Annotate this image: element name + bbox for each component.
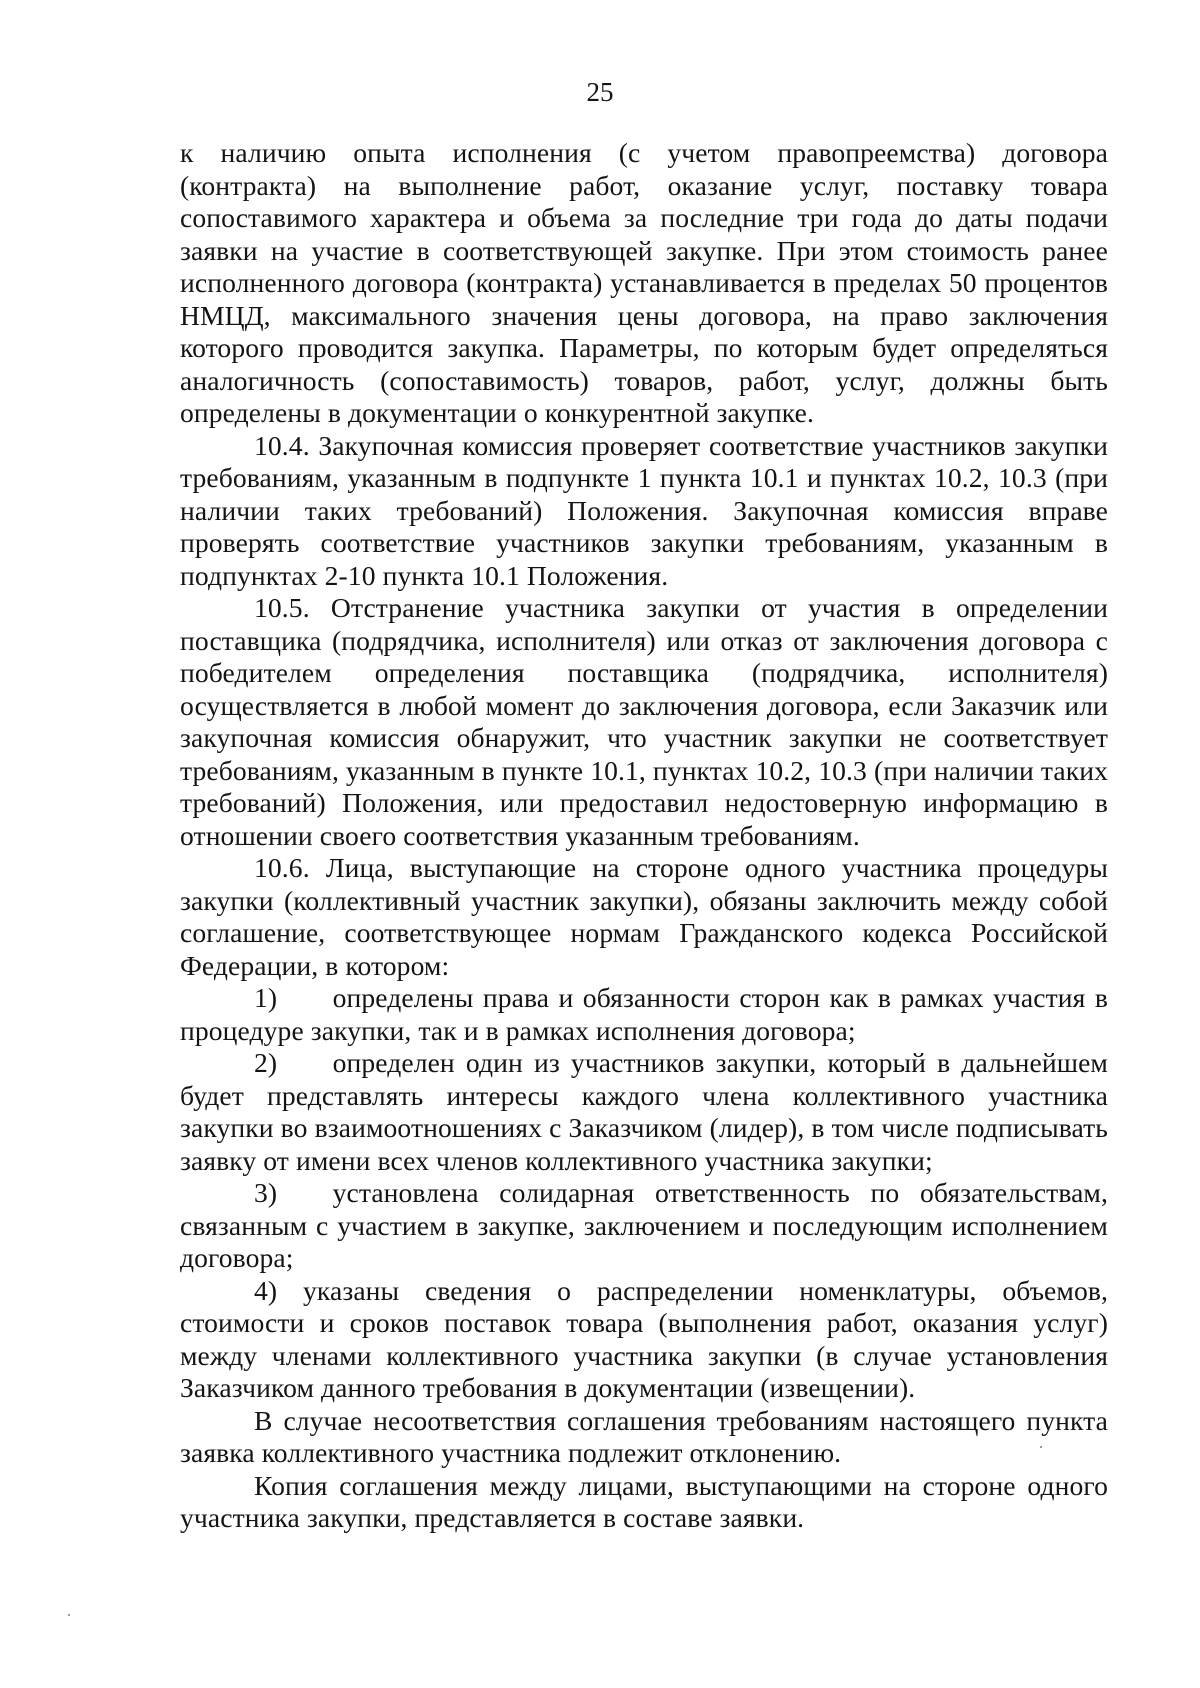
paragraph-10-6: 10.6. Лица, выступающие на стороне одного участника процедуры закупки (коллективный участник закупки), обязаны заключить между собой соглашение, соответствующее нормам Гражданского кодекса Российской Федерации, в котором: [180, 852, 1108, 981]
paragraph-continuation: к наличию опыта исполнения (с учетом правопреемства) договора (контракта) на выполнение работ, оказание услуг, поставку товара сопоставимого характера и объема за последние три года до даты подачи заявки на участие в соответствующей закупке. При этом стоимость ранее исполненного договора (контракта) устанавливается в пределах 50 процентов НМЦД, максимального значения цены договора, на право заключения которого проводится закупка. Параметры, по которым будет определяться аналогичность (сопоставимость) товаров, работ, услуг, должны быть определены в документации о конкурентной закупке. [180, 137, 1108, 428]
page-number: 25 [586, 77, 614, 107]
list-item-1: 1) определены права и обязанности сторон как в рамках участия в процедуре закупки, так и в рамках исполнения договора; [180, 982, 1108, 1046]
paragraph-agreement-copy: Копия соглашения между лицами, выступающими на стороне одного участника закупки, представляется в составе заявки. [180, 1469, 1108, 1533]
list-item-4: 4) указаны сведения о распределении номенклатуры, объемов, стоимости и сроков поставок товара (выполнения работ, оказания услуг) между членами коллективного участника закупки (в случае установления Заказчиком данного требования в документации (извещении). [180, 1274, 1108, 1403]
list-item-2: 2) определен один из участников закупки, который в дальнейшем будет представлять интересы каждого члена коллективного участника закупки во взаимоотношениях с Заказчиком (лидер), в том числе подписывать заявку от имени всех членов коллективного участника закупки; [180, 1047, 1108, 1176]
list-item-3: 3) установлена солидарная ответственность по обязательствам, связанным с участием в закупке, заключением и последующим исполнением договора; [180, 1177, 1108, 1273]
document-body [180, 137, 1108, 1535]
paragraph-10-5: 10.5. Отстранение участника закупки от участия в определении поставщика (подрядчика, исполнителя) или отказ от заключения договора с победителем определения поставщика (подрядчика, исполнителя) осуществляется в любой момент до заключения договора, если Заказчик или закупочная комиссия обнаружит, что участник закупки не соответствует требованиям, указанным в пункте 10.1, пунктах 10.2, 10.3 (при наличии таких требований) Положения, или предоставил недостоверную информацию в отношении своего соответствия указанным требованиям. [180, 592, 1108, 851]
scan-speck [1040, 1446, 1042, 1448]
paragraph-10-4: 10.4. Закупочная комиссия проверяет соответствие участников закупки требованиям, указанным в подпункте 1 пункта 10.1 и пунктах 10.2, 10.3 (при наличии таких требований) Положения. Закупочная комиссия вправе проверять соответствие участников закупки требованиям, указанным в подпунктах 2-10 пункта 10.1 Положения. [180, 429, 1108, 591]
scan-speck [68, 1614, 70, 1616]
paragraph-rejection: В случае несоответствия соглашения требованиям настоящего пункта заявка коллективного участника подлежит отклонению. [180, 1404, 1108, 1468]
